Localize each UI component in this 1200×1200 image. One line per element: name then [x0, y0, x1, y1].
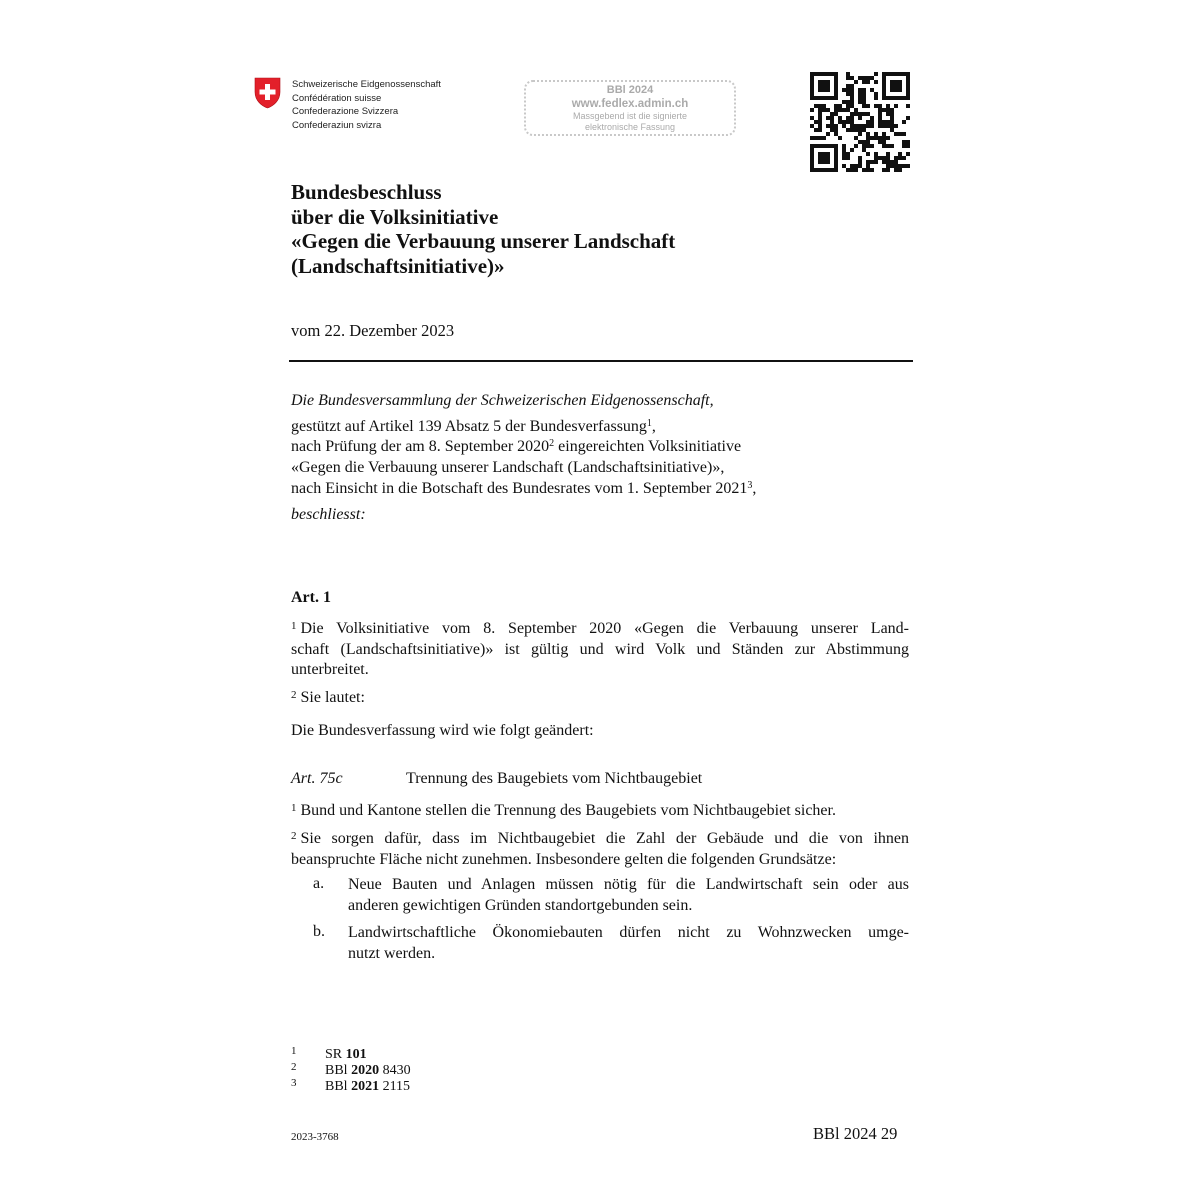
preamble-line	[291, 479, 756, 499]
signature-stamp	[524, 80, 736, 136]
list-item	[348, 923, 909, 964]
swiss-coat-of-arms-icon	[254, 77, 281, 109]
preamble-line: «Gegen die Verbauung unserer Landschaft (Landschaftsinitiative)»,	[291, 459, 725, 476]
footnote-number: 3	[291, 1077, 297, 1089]
confederation-name-rm: Confederaziun svizra	[292, 119, 382, 131]
confederation-name-it: Confederazione Svizzera	[292, 106, 399, 117]
title-line: Bundesbeschluss	[291, 180, 442, 204]
list-item-text: nutzt werden.	[348, 944, 436, 962]
stamp-note-1: Massgebend ist die signierte	[572, 111, 688, 121]
title-line: über die Volksinitiative	[291, 204, 499, 229]
paragraph-number: 2	[291, 830, 297, 842]
divider	[289, 360, 913, 362]
decree-date: vom 22. Dezember 2023	[291, 321, 455, 340]
footnote-text[interactable]	[325, 1063, 411, 1079]
list-item-text: Neue Bauten und Anlagen müssen nötig für die Landwirtschaft sein oder aus	[348, 876, 909, 893]
stamp-url: www.fedlex.admin.ch	[571, 98, 689, 110]
paragraph-text: Sie sorgen dafür, dass im Nichtbaugebiet die Zahl der Gebäude und die von ihnen	[300, 830, 909, 847]
article-75c-heading	[291, 770, 702, 788]
list-item-text: anderen gewichtigen Gründen standortgebunden sein.	[348, 896, 693, 914]
confederation-names	[292, 78, 441, 132]
footnote-text[interactable]	[325, 1047, 367, 1063]
paragraph-text: beanspruchte Fläche nicht zunehmen. Insbesondere gelten die folgenden Grundsätze:	[291, 850, 837, 868]
gazette-reference: BBl 2024 29	[813, 1124, 898, 1143]
preamble-text: ,	[651, 418, 656, 435]
list-item-text: Landwirtschaftliche Ökonomiebauten dürfen nicht zu Wohnzwecken umge-	[348, 924, 909, 941]
footnote-ref[interactable]: 1	[646, 418, 652, 429]
footnote-prefix: BBl	[325, 1079, 352, 1094]
article-75c-paragraph-1	[291, 798, 909, 822]
amendment-intro: Die Bundesverfassung wird wie folgt geändert:	[291, 722, 594, 739]
footnote-bold: 2021	[351, 1079, 380, 1094]
article-1-paragraph-1	[291, 616, 909, 681]
list-item	[348, 875, 909, 916]
confederation-name-fr: Confédération suisse	[292, 92, 382, 104]
paragraph-number: 2	[291, 689, 297, 701]
list-item-letter: a.	[313, 875, 325, 892]
footnote-bold: 101	[345, 1047, 367, 1062]
footnote-prefix: BBl	[325, 1063, 352, 1078]
footnote-number: 2	[291, 1061, 297, 1073]
document-number: 2023-3768	[291, 1131, 339, 1143]
paragraph-number: 1	[291, 620, 297, 632]
article-1-heading: Art. 1	[291, 589, 331, 606]
paragraph-text: Sie lautet:	[300, 689, 365, 706]
title-line: (Landschaftsinitiative)»	[291, 253, 505, 278]
paragraph-text: Bund und Kantone stellen die Trennung des Baugebiets vom Nichtbaugebiet sicher.	[300, 802, 836, 819]
stamp-bbl: BBl 2024	[606, 84, 654, 96]
preamble-line	[291, 437, 741, 457]
paragraph-text: schaft (Landschaftsinitiative)» ist gültig und wird Volk und Ständen zur Abstimmung	[291, 640, 909, 658]
list-item-letter: b.	[313, 923, 325, 940]
footnote-number: 1	[291, 1045, 297, 1057]
preamble-intro: Die Bundesversammlung der Schweizerischen Eidgenossenschaft,	[291, 392, 714, 409]
footnote-prefix: SR	[325, 1047, 346, 1062]
article-1-paragraph-2	[291, 685, 909, 709]
preamble-line	[291, 417, 656, 437]
article-number: Art. 75c	[291, 770, 343, 787]
preamble-text: ,	[752, 480, 757, 497]
footnote-ref[interactable]: 3	[747, 480, 753, 491]
footnote-text[interactable]	[325, 1079, 410, 1095]
preamble-text: nach Prüfung der am 8. September 2020	[291, 438, 550, 455]
qr-code-icon[interactable]	[810, 72, 910, 172]
footnote-ref[interactable]: 2	[549, 438, 555, 449]
title-line: «Gegen die Verbauung unserer Landschaft	[291, 229, 676, 253]
footnote-suffix: 8430	[379, 1063, 411, 1078]
paragraph-text: Die Volksinitiative vom 8. September 2020 «Gegen die Verbauung unserer Land-	[300, 620, 909, 637]
confederation-name-de: Schweizerische Eidgenossenschaft	[292, 79, 441, 90]
preamble-resolves: beschliesst:	[291, 506, 366, 523]
paragraph-number: 1	[291, 802, 297, 814]
preamble-text: gestützt auf Artikel 139 Absatz 5 der Bundesverfassung	[291, 418, 647, 435]
preamble-text: eingereichten Volksinitiative	[554, 438, 742, 455]
paragraph-text: unterbreitet.	[291, 661, 369, 678]
stamp-note-2: elektronische Fassung	[584, 122, 676, 132]
preamble-text: nach Einsicht in die Botschaft des Bundesrates vom 1. September 2021	[291, 480, 748, 497]
article-75c-paragraph-2	[291, 826, 909, 870]
footnote-suffix: 2115	[379, 1079, 411, 1094]
article-title: Trennung des Baugebiets vom Nichtbaugebiet	[406, 770, 703, 787]
page-title	[291, 180, 675, 278]
footnote-bold: 2020	[351, 1063, 380, 1078]
